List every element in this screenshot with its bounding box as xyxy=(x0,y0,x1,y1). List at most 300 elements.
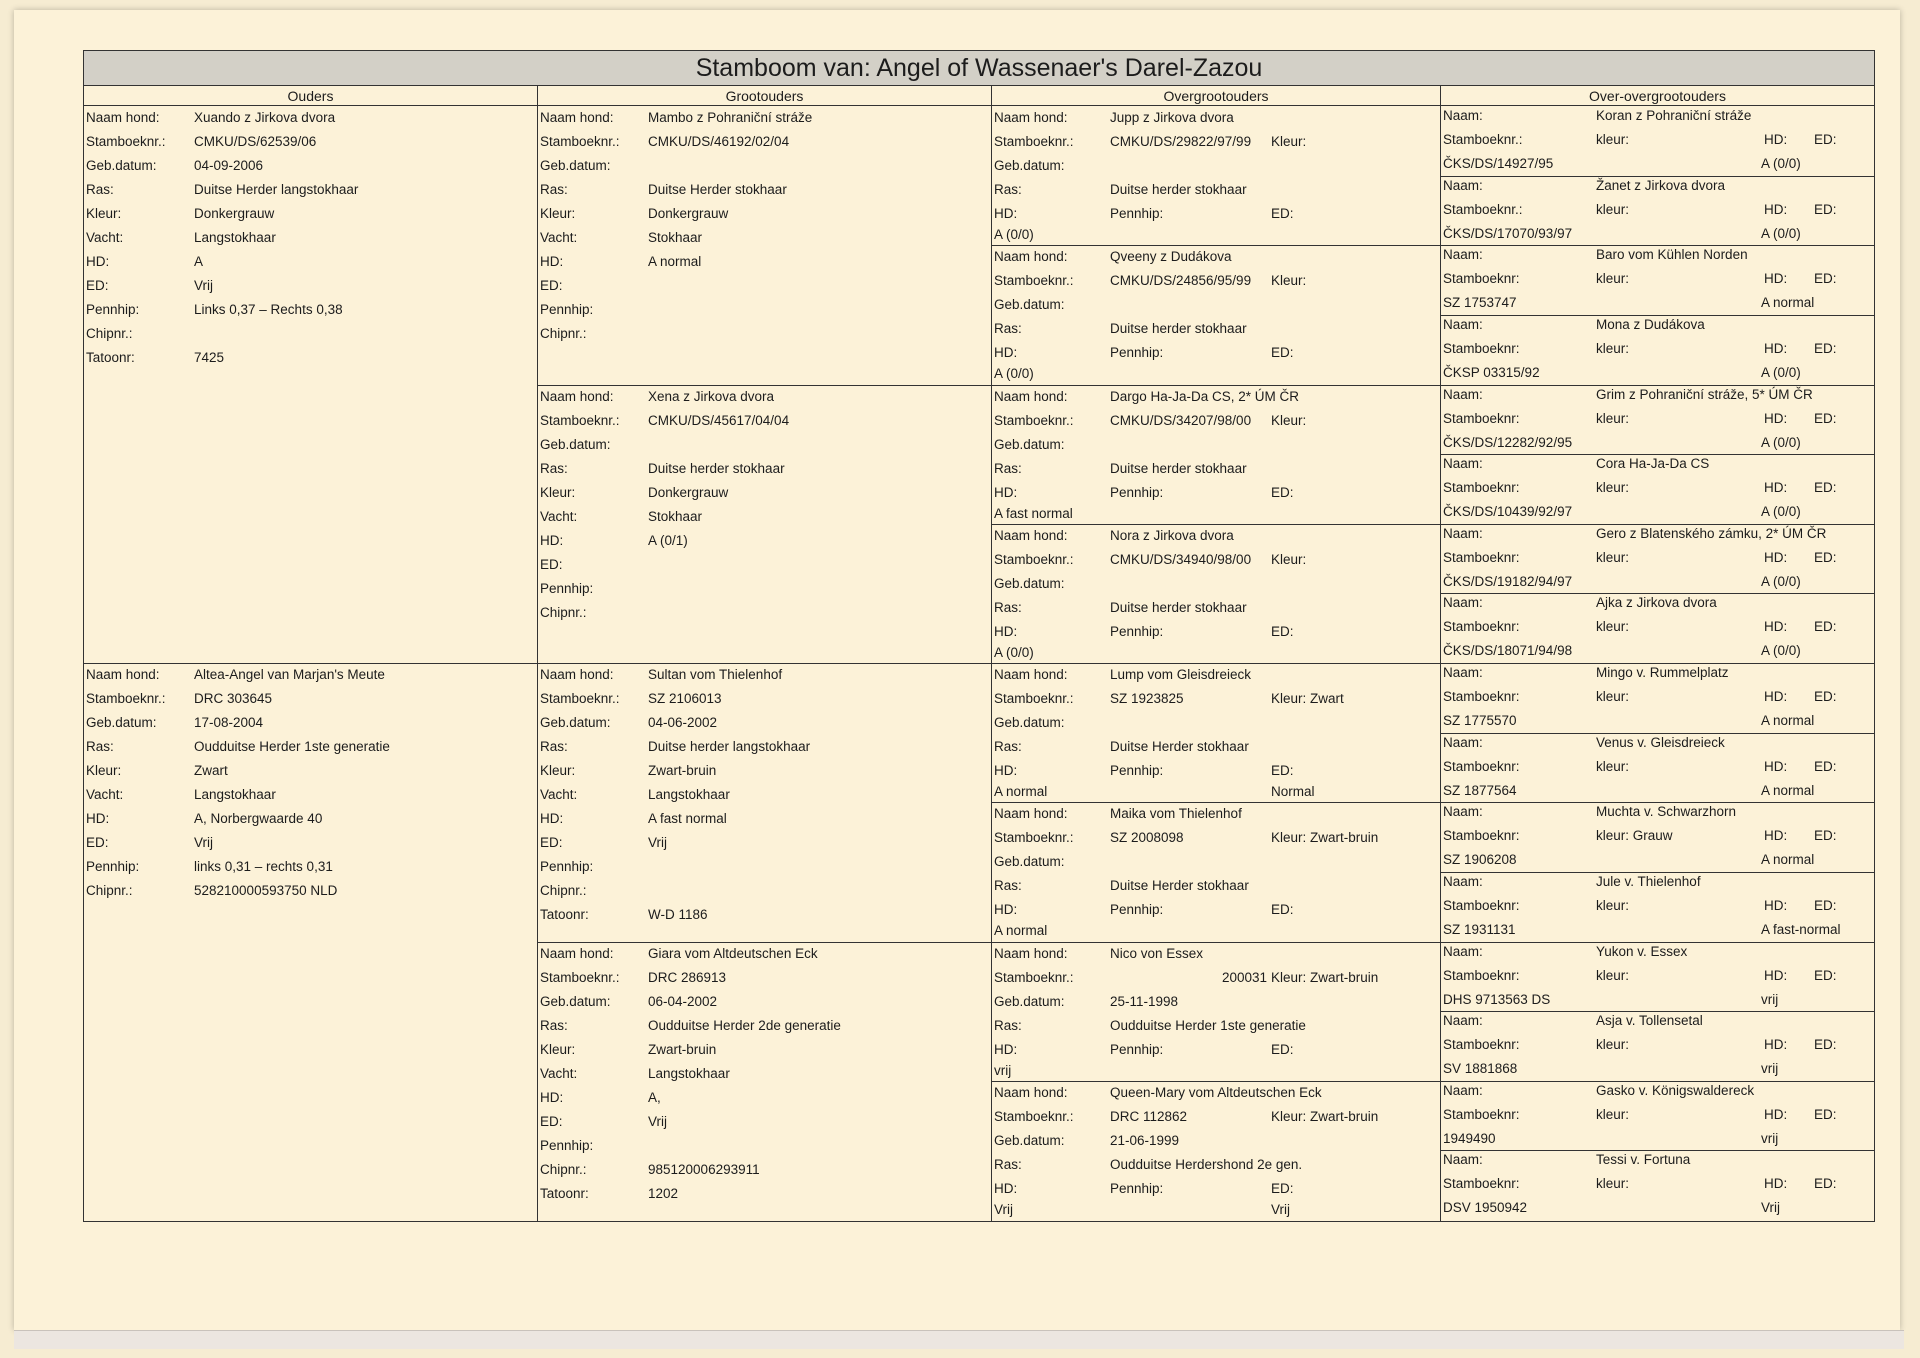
field-value: Stokhaar xyxy=(648,508,703,524)
cell-row xyxy=(992,1198,1440,1222)
field-label: HD: xyxy=(1764,201,1788,217)
field-label: HD: xyxy=(1764,1106,1788,1122)
field-label: Vacht: xyxy=(540,508,578,524)
great-grandparent-cell xyxy=(992,802,1440,942)
cell-row xyxy=(538,1110,991,1134)
field-value: 1202 xyxy=(648,1185,679,1201)
field-label: HD: xyxy=(86,811,110,826)
field-label: Naam: xyxy=(1443,595,1483,611)
cell-row xyxy=(84,346,537,370)
stamboek-number: SZ 1931131 xyxy=(1443,921,1516,937)
cell-row xyxy=(992,596,1440,620)
field-value: Duitse herder stokhaar xyxy=(648,460,785,476)
great-great-grandparent-cell xyxy=(1441,106,1874,177)
field-label: ED: xyxy=(1814,480,1837,496)
field-label: Naam hond: xyxy=(540,110,614,125)
stamboek-number: ČKS/DS/17070/93/97 xyxy=(1443,225,1573,241)
cell-row xyxy=(1441,894,1874,918)
field-label: Stamboeknr.: xyxy=(994,134,1074,149)
cell-row xyxy=(1441,1033,1874,1057)
cell-row xyxy=(538,1038,991,1062)
dog-name: Mona z Dudákova xyxy=(1596,316,1705,332)
dog-name: Cora Ha-Ja-Da CS xyxy=(1596,456,1710,472)
field-label: Stamboeknr.: xyxy=(994,1108,1074,1124)
hd-value: A normal xyxy=(994,784,1048,799)
pennhip-label: Pennhip: xyxy=(1110,1180,1164,1196)
stamboek-number: DHS 9713563 DS xyxy=(1443,991,1551,1007)
cell-row xyxy=(538,1086,991,1110)
field-label: Geb.datum: xyxy=(86,715,157,730)
hd-value: A (0/0) xyxy=(994,227,1034,242)
great-great-grandparent-cell xyxy=(1441,1081,1874,1152)
grandparent-cell xyxy=(538,663,991,943)
field-label: Kleur: xyxy=(86,206,122,221)
hd-value: Vrij xyxy=(994,1201,1013,1217)
field-label: Ras: xyxy=(540,460,568,476)
color-field: kleur: xyxy=(1596,132,1630,147)
great-great-grandparent-cell xyxy=(1441,454,1874,525)
field-label: ED: xyxy=(1271,345,1294,361)
stamboek-number: ČKSP 03315/92 xyxy=(1443,364,1540,380)
field-value: Donkergrauw xyxy=(648,484,729,500)
stamboek-number: SZ 1877564 xyxy=(1443,782,1517,798)
field-label: Vacht: xyxy=(540,230,578,245)
field-value: Altea-Angel van Marjan's Meute xyxy=(194,667,385,682)
field-label: Ras: xyxy=(994,460,1022,476)
dog-name: Asja v. Tollensetal xyxy=(1596,1013,1703,1029)
field-label: Chipnr.: xyxy=(540,326,587,341)
field-label: HD: xyxy=(994,902,1018,918)
field-label: Stamboeknr.: xyxy=(994,412,1074,428)
dog-name: Maika vom Thielenhof xyxy=(1110,806,1242,822)
cell-row xyxy=(538,1158,991,1182)
cell-row xyxy=(1441,940,1874,964)
great-great-grandparent-cell xyxy=(1441,524,1874,595)
field-value: DRC 303645 xyxy=(194,691,273,706)
great-great-grandparent-cell xyxy=(1441,385,1874,456)
field-label: Geb.datum: xyxy=(540,158,611,173)
field-label: HD: xyxy=(1764,897,1788,913)
cell-row xyxy=(1441,500,1874,524)
parents-column xyxy=(84,106,538,1221)
field-label: HD: xyxy=(1764,480,1788,496)
field-value: W-D 1186 xyxy=(648,907,708,922)
great-grandparent-cell xyxy=(992,663,1440,803)
hd-value: A (0/0) xyxy=(1761,225,1801,241)
cell-row xyxy=(538,481,991,505)
page-title: Stamboom van: Angel of Wassenaer's Darel-Zazou xyxy=(84,51,1874,86)
field-label: Vacht: xyxy=(86,787,124,802)
field-value: A, xyxy=(648,1089,661,1105)
field-label: Geb.datum: xyxy=(540,993,611,1009)
cell-row xyxy=(1441,800,1874,824)
cell-row xyxy=(1441,104,1874,128)
cell-row xyxy=(992,178,1440,202)
cell-row xyxy=(1441,407,1874,431)
great-grandparent-cell xyxy=(992,1081,1440,1220)
cell-row xyxy=(992,154,1440,178)
parent-cell xyxy=(84,106,537,664)
parent-cell xyxy=(84,663,537,1220)
field-label: Naam hond: xyxy=(994,388,1068,404)
field-label: Naam hond: xyxy=(994,1084,1068,1100)
great-great-grandparent-cell xyxy=(1441,733,1874,804)
cell-row xyxy=(84,831,537,855)
color-field: kleur: xyxy=(1596,689,1630,704)
field-value: Duitse herder langstokhaar xyxy=(648,739,811,754)
cell-row xyxy=(538,154,991,178)
color-field: Kleur: Zwart xyxy=(1271,691,1344,706)
cell-row xyxy=(1441,870,1874,894)
cell-row xyxy=(538,226,991,250)
great-grandparents-column xyxy=(992,106,1441,1221)
field-value: CMKU/DS/62539/06 xyxy=(194,134,317,149)
field-label: Ras: xyxy=(540,182,568,197)
stamboek-number: SZ 2008098 xyxy=(1110,830,1184,846)
cell-row xyxy=(1441,431,1874,455)
cell-row xyxy=(84,711,537,735)
field-label: HD: xyxy=(540,811,564,826)
field-label: Stamboeknr.: xyxy=(86,691,166,706)
ed-value: Normal xyxy=(1271,784,1315,799)
hd-value: A normal xyxy=(1761,713,1815,728)
column-header-overgrootouders: Overgrootouders xyxy=(992,87,1440,106)
field-value: DRC 286913 xyxy=(648,969,727,985)
stamboek-number: CMKU/DS/24856/95/99 xyxy=(1110,273,1252,289)
dog-name: Žanet z Jirkova dvora xyxy=(1596,177,1726,193)
field-label: Naam: xyxy=(1443,386,1483,402)
cell-row xyxy=(538,433,991,457)
cell-row xyxy=(84,178,537,202)
field-label: ED: xyxy=(1814,410,1837,426)
pennhip-label: Pennhip: xyxy=(1110,345,1164,361)
cell-row xyxy=(538,711,991,735)
color-field: kleur: xyxy=(1596,480,1630,496)
stamboek-number: SZ 1753747 xyxy=(1443,295,1517,311)
field-label: Chipnr.: xyxy=(540,883,587,898)
field-label: Naam hond: xyxy=(994,667,1068,682)
column-header-over-overgrootouders: Over-overgrootouders xyxy=(1441,87,1874,106)
cell-row xyxy=(84,855,537,879)
cell-row xyxy=(84,687,537,711)
field-label: Naam hond: xyxy=(994,110,1068,125)
field-label: ED: xyxy=(1271,484,1294,500)
cell-row xyxy=(992,942,1440,966)
cell-row xyxy=(992,245,1440,269)
field-label: Kleur: xyxy=(540,1041,576,1057)
cell-row xyxy=(538,385,991,409)
field-value: 985120006293911 xyxy=(648,1161,760,1177)
stamboek-number: SZ 1923825 xyxy=(1110,691,1184,706)
field-label: Stamboeknr.: xyxy=(540,969,620,985)
cell-row xyxy=(84,274,537,298)
cell-row xyxy=(84,298,537,322)
field-value: 17-08-2004 xyxy=(194,715,264,730)
pennhip-label: Pennhip: xyxy=(1110,763,1164,778)
cell-row xyxy=(1441,1196,1874,1220)
cell-row xyxy=(1441,476,1874,500)
hd-value: A (0/0) xyxy=(1761,573,1801,589)
cell-row xyxy=(1441,128,1874,152)
stamboek-number: CMKU/DS/34940/98/00 xyxy=(1110,551,1252,567)
color-field: kleur: xyxy=(1596,1176,1630,1192)
field-label: Naam hond: xyxy=(540,667,614,682)
field-label: ED: xyxy=(1814,271,1837,287)
birth-date: 21-06-1999 xyxy=(1110,1132,1180,1148)
field-label: Kleur: xyxy=(86,763,122,778)
dog-name: Tessi v. Fortuna xyxy=(1596,1152,1691,1168)
cell-row xyxy=(992,524,1440,548)
field-value: Zwart xyxy=(194,763,228,778)
field-value: Zwart-bruin xyxy=(648,1041,717,1057)
field-label: HD: xyxy=(1764,340,1788,356)
field-label: Stamboeknr.: xyxy=(1443,201,1523,217)
field-label: HD: xyxy=(540,254,564,269)
field-label: HD: xyxy=(994,763,1018,778)
field-value: Mambo z Pohraniční stráže xyxy=(648,110,813,125)
cell-row xyxy=(538,783,991,807)
great-grandparent-cell xyxy=(992,385,1440,525)
field-label: HD: xyxy=(1764,271,1788,287)
field-label: Stamboeknr: xyxy=(1443,549,1520,565)
field-value: Vrij xyxy=(648,835,667,850)
cell-row xyxy=(992,1129,1440,1153)
hd-value: A (0/0) xyxy=(1761,504,1801,520)
field-label: Stamboeknr: xyxy=(1443,271,1520,287)
field-value: A fast normal xyxy=(648,811,727,826)
great-great-grandparent-cell xyxy=(1441,663,1874,734)
dog-name: Mingo v. Rummelplatz xyxy=(1596,665,1729,680)
color-field: kleur: xyxy=(1596,201,1630,217)
cell-row xyxy=(84,663,537,687)
field-label: ED: xyxy=(1814,897,1837,913)
cell-row xyxy=(992,362,1440,386)
field-label: Ras: xyxy=(994,739,1022,754)
grandparents-column xyxy=(538,106,992,1221)
field-label: Tatoonr: xyxy=(540,907,589,922)
field-label: Geb.datum: xyxy=(994,993,1065,1009)
field-label: ED: xyxy=(540,1113,563,1129)
field-label: Pennhip: xyxy=(540,580,594,596)
great-great-grandparent-cell xyxy=(1441,1011,1874,1082)
dog-name: Jupp z Jirkova dvora xyxy=(1110,110,1234,125)
cell-row xyxy=(84,226,537,250)
field-label: Ras: xyxy=(994,182,1022,197)
cell-row xyxy=(1441,198,1874,222)
field-value: Langstokhaar xyxy=(194,230,276,245)
great-great-grandparent-cell xyxy=(1441,802,1874,873)
cell-row xyxy=(992,409,1440,433)
cell-row xyxy=(992,990,1440,1014)
field-value: 7425 xyxy=(194,350,225,365)
color-field: Kleur: Zwart-bruin xyxy=(1271,830,1379,846)
dog-name: Koran z Pohraniční stráže xyxy=(1596,108,1752,123)
cell-row xyxy=(538,178,991,202)
cell-row xyxy=(1441,383,1874,407)
field-value: Xena z Jirkova dvora xyxy=(648,388,775,404)
field-label: Naam hond: xyxy=(540,388,614,404)
color-field: Kleur: Zwart-bruin xyxy=(1271,1108,1379,1124)
field-value: Vrij xyxy=(194,278,213,293)
dog-name: Dargo Ha-Ja-Da CS, 2* ÚM ČR xyxy=(1110,388,1300,404)
great-great-grandparent-cell xyxy=(1441,1150,1874,1220)
color-field: kleur: xyxy=(1596,340,1630,356)
field-label: ED: xyxy=(1814,1106,1837,1122)
cell-row xyxy=(538,202,991,226)
field-label: ED: xyxy=(1271,1041,1294,1057)
great-great-grandparent-cell xyxy=(1441,245,1874,316)
cell-row xyxy=(1441,337,1874,361)
field-label: ED: xyxy=(1271,1180,1294,1196)
cell-row xyxy=(1441,267,1874,291)
field-value: Vrij xyxy=(648,1113,667,1129)
field-label: ED: xyxy=(1271,206,1294,221)
dog-name: Yukon v. Essex xyxy=(1596,943,1688,959)
cell-row xyxy=(84,735,537,759)
field-label: HD: xyxy=(1764,967,1788,983)
cell-row xyxy=(992,780,1440,804)
cell-row xyxy=(84,783,537,807)
cell-row xyxy=(992,687,1440,711)
field-label: ED: xyxy=(540,835,563,850)
field-label: HD: xyxy=(994,1041,1018,1057)
pennhip-label: Pennhip: xyxy=(1110,484,1164,500)
field-label: Geb.datum: xyxy=(994,436,1065,452)
field-label: Ras: xyxy=(994,1017,1022,1033)
field-value: Oudduitse Herder 1ste generatie xyxy=(194,739,390,754)
field-label: Vacht: xyxy=(540,1065,578,1081)
field-label: Stamboeknr.: xyxy=(1443,132,1523,147)
cell-row xyxy=(1441,570,1874,594)
field-label: ED: xyxy=(86,835,109,850)
hd-value: A (0/0) xyxy=(994,644,1034,660)
cell-row xyxy=(992,269,1440,293)
field-value: A normal xyxy=(648,254,702,269)
cell-row xyxy=(1441,661,1874,685)
hd-value: A (0/0) xyxy=(994,366,1034,382)
cell-row xyxy=(1441,546,1874,570)
breed: Duitse herder stokhaar xyxy=(1110,182,1247,197)
great-grandparent-cell xyxy=(992,942,1440,1082)
cell-row xyxy=(992,317,1440,341)
field-value: CMKU/DS/45617/04/04 xyxy=(648,412,790,428)
dog-name: Qveeny z Dudákova xyxy=(1110,249,1232,265)
hd-value: A (0/0) xyxy=(1761,434,1801,450)
field-label: Ras: xyxy=(86,182,114,197)
stamboek-number: SV 1881868 xyxy=(1443,1061,1518,1077)
field-label: Vacht: xyxy=(540,787,578,802)
cell-row xyxy=(992,826,1440,850)
stamboek-number: DSV 1950942 xyxy=(1443,1200,1528,1216)
field-value: Zwart-bruin xyxy=(648,763,717,778)
stamboek-number: ČKS/DS/18071/94/98 xyxy=(1443,643,1573,659)
field-label: Stamboeknr: xyxy=(1443,828,1520,844)
grandparent-cell xyxy=(538,385,991,665)
cell-row xyxy=(992,106,1440,130)
field-label: Ras: xyxy=(86,739,114,754)
field-value: CMKU/DS/46192/02/04 xyxy=(648,134,790,149)
pennhip-label: Pennhip: xyxy=(1110,1041,1164,1057)
cell-row xyxy=(992,711,1440,735)
cell-row xyxy=(992,802,1440,826)
field-label: Naam: xyxy=(1443,247,1483,263)
field-label: Stamboeknr: xyxy=(1443,1176,1520,1192)
color-field: kleur: xyxy=(1596,758,1630,774)
cell-row xyxy=(538,322,991,346)
color-field: kleur: xyxy=(1596,1106,1630,1122)
field-label: Stamboeknr: xyxy=(1443,967,1520,983)
field-label: Ras: xyxy=(540,1017,568,1033)
cell-row xyxy=(992,919,1440,943)
field-label: ED: xyxy=(1814,201,1837,217)
field-label: Geb.datum: xyxy=(994,1132,1065,1148)
field-label: Stamboeknr.: xyxy=(540,134,620,149)
field-label: Geb.datum: xyxy=(994,297,1065,313)
cell-row xyxy=(538,903,991,927)
field-label: Naam hond: xyxy=(540,945,614,961)
cell-row xyxy=(1441,615,1874,639)
field-label: Naam: xyxy=(1443,873,1483,889)
cell-row xyxy=(992,433,1440,457)
hd-value: A normal xyxy=(994,923,1048,939)
cell-row xyxy=(84,106,537,130)
field-label: HD: xyxy=(1764,758,1788,774)
field-label: HD: xyxy=(994,345,1018,361)
field-value: A xyxy=(194,254,204,269)
field-label: HD: xyxy=(1764,549,1788,565)
color-field: kleur: xyxy=(1596,549,1630,565)
field-value: SZ 2106013 xyxy=(648,691,722,706)
field-label: Vacht: xyxy=(86,230,124,245)
field-label: Geb.datum: xyxy=(994,715,1065,730)
field-label: ED: xyxy=(1814,689,1837,704)
stamboek-number: SZ 1906208 xyxy=(1443,852,1517,868)
field-label: ED: xyxy=(1814,132,1837,147)
field-label: Naam: xyxy=(1443,943,1483,959)
stamboek-number: ČKS/DS/14927/95 xyxy=(1443,156,1554,171)
cell-row xyxy=(1441,731,1874,755)
cell-row xyxy=(992,572,1440,596)
field-label: HD: xyxy=(1764,1037,1788,1053)
cell-row xyxy=(1441,709,1874,733)
great-great-grandparent-cell xyxy=(1441,593,1874,664)
color-field: kleur: xyxy=(1596,1037,1630,1053)
hd-value: A normal xyxy=(1761,852,1815,868)
field-label: Stamboeknr: xyxy=(1443,340,1520,356)
breed: Oudduitse Herdershond 2e gen. xyxy=(1110,1156,1303,1172)
field-value: Langstokhaar xyxy=(194,787,276,802)
cell-row xyxy=(84,154,537,178)
field-label: Stamboeknr: xyxy=(1443,410,1520,426)
cell-row xyxy=(538,274,991,298)
cell-row xyxy=(84,130,537,154)
field-label: Stamboeknr: xyxy=(1443,689,1520,704)
stamboek-number: CMKU/DS/29822/97/99 xyxy=(1110,134,1252,149)
field-label: ED: xyxy=(86,278,109,293)
field-value: Sultan vom Thielenhof xyxy=(648,667,783,682)
cell-row xyxy=(1441,685,1874,709)
field-label: Pennhip: xyxy=(86,859,140,874)
cell-row xyxy=(538,250,991,274)
field-label: Naam: xyxy=(1443,734,1483,750)
pennhip-label: Pennhip: xyxy=(1110,206,1164,221)
field-label: ED: xyxy=(1814,549,1837,565)
field-label: ED: xyxy=(1814,967,1837,983)
dog-name: Venus v. Gleisdreieck xyxy=(1596,734,1725,750)
field-label: Ras: xyxy=(540,739,568,754)
cell-row xyxy=(1441,1172,1874,1196)
cell-row xyxy=(538,298,991,322)
